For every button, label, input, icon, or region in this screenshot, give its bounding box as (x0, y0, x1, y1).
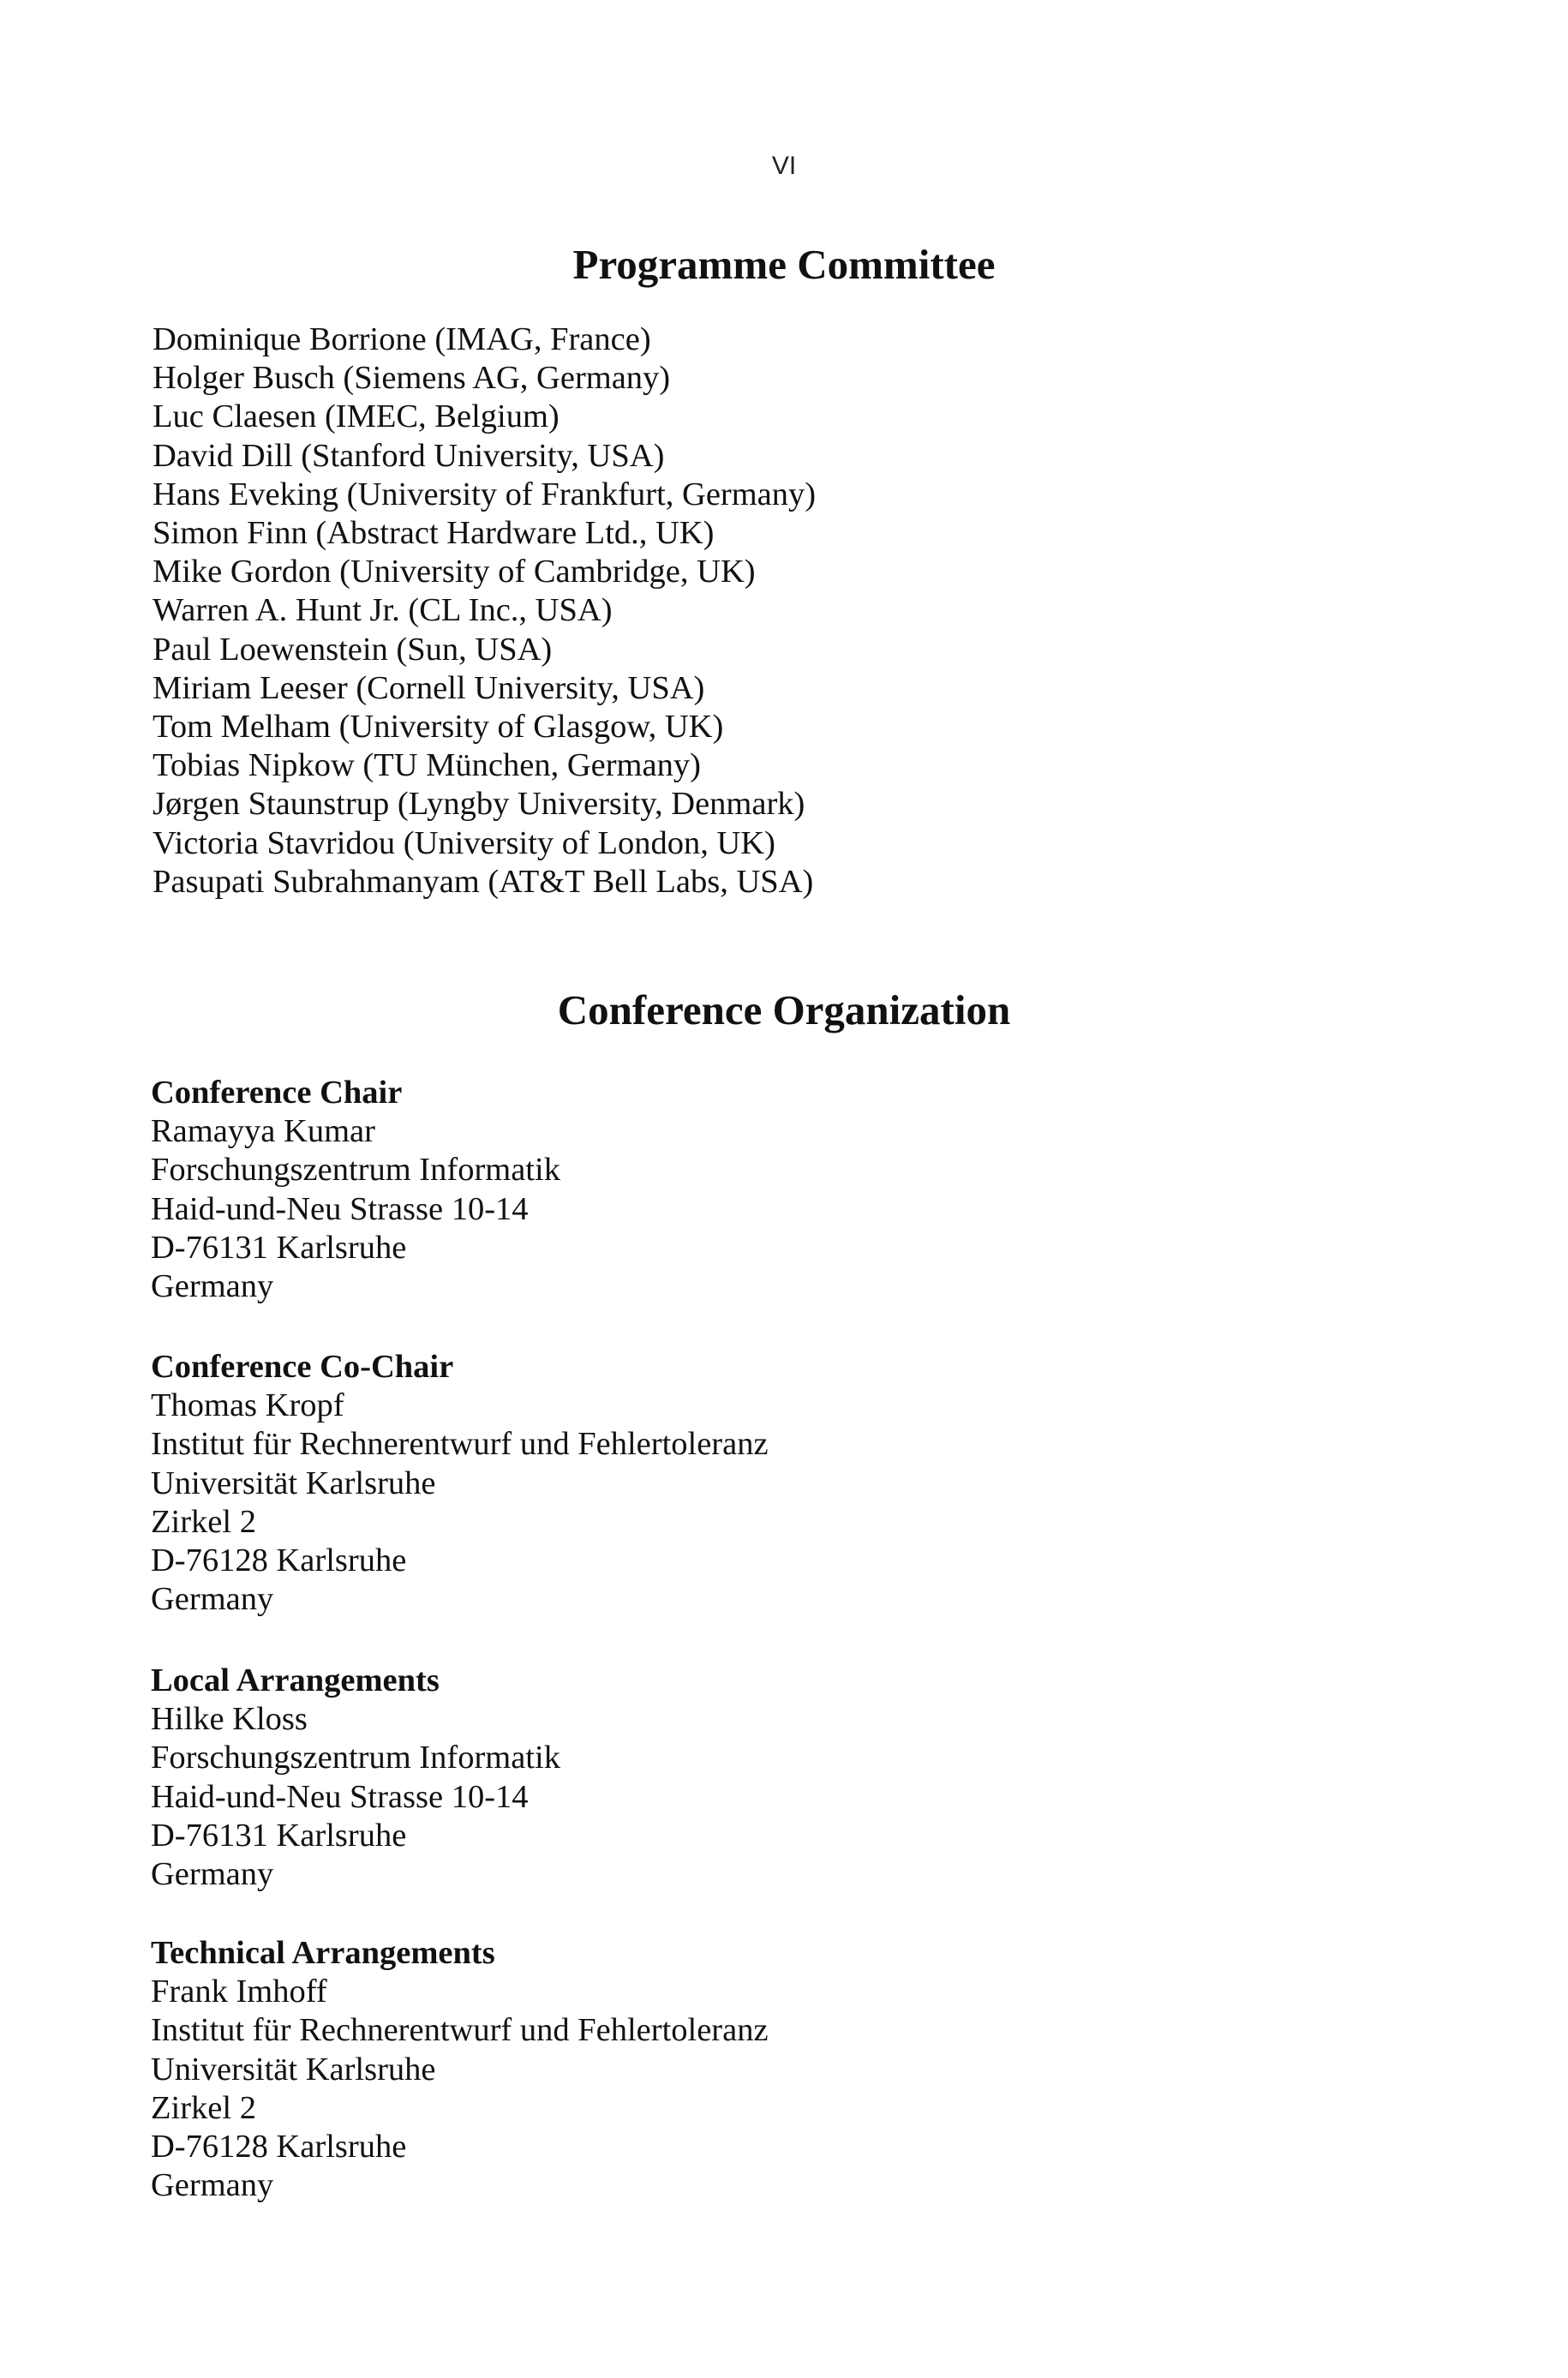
committee-member: Pasupati Subrahmanyam (AT&T Bell Labs, USA) (153, 863, 814, 900)
committee-member: David Dill (Stanford University, USA) (153, 437, 665, 474)
contact-name: Thomas Kropf (151, 1387, 344, 1423)
contact-institution: Forschungszentrum Informatik (151, 1152, 560, 1189)
contact-institution: Forschungszentrum Informatik (151, 1740, 560, 1776)
programme-committee-list (153, 320, 816, 901)
committee-member: Paul Loewenstein (Sun, USA) (153, 631, 553, 668)
contact-university: Universität Karlsruhe (151, 2051, 436, 2087)
committee-member: Dominique Borrione (IMAG, France) (153, 321, 651, 357)
conference-co-chair-heading: Conference Co-Chair (151, 1349, 454, 1385)
committee-member: Warren A. Hunt Jr. (CL Inc., USA) (153, 592, 613, 629)
conference-co-chair-block (151, 1347, 769, 1620)
committee-member: Tom Melham (University of Glasgow, UK) (153, 709, 724, 746)
technical-arrangements-block (151, 1933, 769, 2206)
contact-name: Hilke Kloss (151, 1701, 308, 1737)
local-arrangements-block (151, 1661, 560, 1894)
contact-institute: Institut für Rechnerentwurf und Fehlertoleranz (151, 1426, 769, 1463)
contact-street: Haid-und-Neu Strasse 10-14 (151, 1190, 529, 1227)
contact-country: Germany (151, 1856, 274, 1893)
contact-university: Universität Karlsruhe (151, 1465, 436, 1501)
contact-street: Haid-und-Neu Strasse 10-14 (151, 1778, 529, 1815)
contact-name: Frank Imhoff (151, 1974, 327, 2010)
contact-street: Zirkel 2 (151, 2089, 256, 2126)
contact-city: D-76128 Karlsruhe (151, 2129, 407, 2165)
contact-city: D-76131 Karlsruhe (151, 1817, 407, 1854)
page-number: VI (771, 152, 797, 180)
programme-committee-title: Programme Committee (572, 241, 996, 288)
contact-country: Germany (151, 1581, 274, 1618)
contact-city: D-76128 Karlsruhe (151, 1542, 407, 1579)
committee-member: Jørgen Staunstrup (Lyngby University, Denmark) (153, 786, 805, 823)
committee-member: Holger Busch (Siemens AG, Germany) (153, 360, 671, 397)
committee-member: Luc Claesen (IMEC, Belgium) (153, 398, 560, 435)
contact-city: D-76131 Karlsruhe (151, 1229, 407, 1266)
committee-member: Tobias Nipkow (TU München, Germany) (153, 747, 701, 784)
committee-member: Hans Eveking (University of Frankfurt, Germany) (153, 476, 817, 512)
conference-chair-block (151, 1073, 560, 1306)
conference-organization-title: Conference Organization (557, 986, 1011, 1033)
contact-country: Germany (151, 2167, 274, 2204)
contact-street: Zirkel 2 (151, 1503, 256, 1540)
conference-chair-heading: Conference Chair (151, 1075, 403, 1111)
technical-arrangements-heading: Technical Arrangements (151, 1935, 495, 1971)
contact-country: Germany (151, 1268, 274, 1305)
contact-institute: Institut für Rechnerentwurf und Fehlertoleranz (151, 2012, 769, 2049)
contact-name: Ramayya Kumar (151, 1113, 375, 1149)
local-arrangements-heading: Local Arrangements (151, 1662, 440, 1698)
committee-member: Miriam Leeser (Cornell University, USA) (153, 669, 705, 706)
committee-member: Simon Finn (Abstract Hardware Ltd., UK) (153, 515, 715, 552)
committee-member: Mike Gordon (University of Cambridge, UK) (153, 554, 756, 590)
committee-member: Victoria Stavridou (University of London, UK) (153, 824, 775, 861)
